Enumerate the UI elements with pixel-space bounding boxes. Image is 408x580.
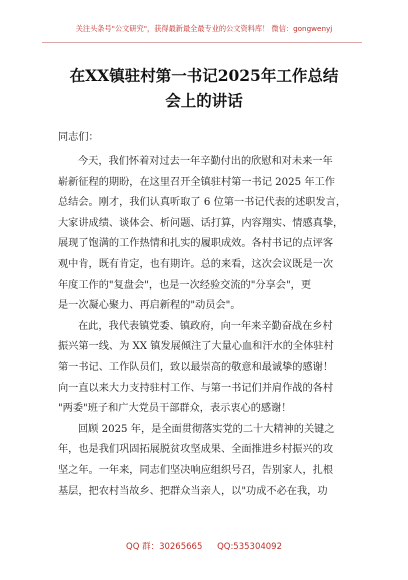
body-line: 在此，我代表镇党委、镇政府，向一年来辛勤奋战在乡村 (78, 320, 333, 332)
body-line: 回顾 2025 年，是全面贯彻落实党的二十大精神的关键之 (78, 423, 335, 435)
header-divider (42, 42, 362, 43)
salutation: 同志们： (58, 132, 99, 143)
body-line: 向一直以来大力支持驻村工作、与第一书记们并肩作战的各村 (58, 382, 334, 394)
speech-body (58, 152, 358, 502)
footer-contact (0, 540, 408, 552)
body-line: 年度工作的"复盘会"，也是一次经验交流的"分享会"，更 (58, 279, 312, 291)
footer-qq-group: QQ 群：30265665 (126, 542, 203, 552)
body-line: 今天，我们怀着对过去一年辛勤付出的欣慰和对未来一年 (78, 156, 333, 167)
body-line: 坚之年。一年来，同志们坚决响应组织号召，告别家人，扎根 (58, 464, 334, 476)
footer-qq-number: QQ:535304092 (217, 542, 282, 552)
body-line: 大家讲成绩、谈体会、析问题、话打算，内容翔实、情感真挚， (58, 217, 344, 229)
body-line: "两委"班子和广大党员干部群众，表示衷心的感谢！ (58, 403, 292, 415)
body-line: 是一次凝心聚力、再启新程的"动员会"。 (58, 300, 241, 312)
body-line: 振兴第一线、为 XX 镇发展倾注了大量心血和汗水的全体驻村 (58, 341, 334, 353)
document-title (30, 63, 378, 113)
header-promo-note: 关注头条号"公文研究"，获得最新最全最专业的公文资料库！ 微信：gongwenyj (75, 24, 333, 33)
body-line: 展现了饱满的工作热情和扎实的履职成效。各村书记的点评客 (58, 238, 334, 250)
body-line: 总结会。刚才，我们认真听取了 6 位第一书记代表的述职发言， (58, 197, 347, 209)
body-line: 崭新征程的期盼，在这里召开全镇驻村第一书记 2025 年工作 (58, 176, 335, 188)
title-line-1: 在XX镇驻村第一书记2025年工作总结 (69, 66, 339, 85)
body-line: 观中肯，既有肯定，也有期许。总的来看，这次会议既是一次 (58, 258, 334, 270)
body-line: 第一书记、工作队员们，致以最崇高的敬意和最诚挚的感谢！ (58, 361, 334, 373)
body-line: 基层，把农村当故乡、把群众当亲人，以"功成不必在我，功 (58, 485, 328, 497)
body-line: 年，也是我们巩固拓展脱贫攻坚成果、全面推进乡村振兴的攻 (58, 444, 334, 456)
title-line-2: 会上的讲话 (165, 91, 243, 110)
